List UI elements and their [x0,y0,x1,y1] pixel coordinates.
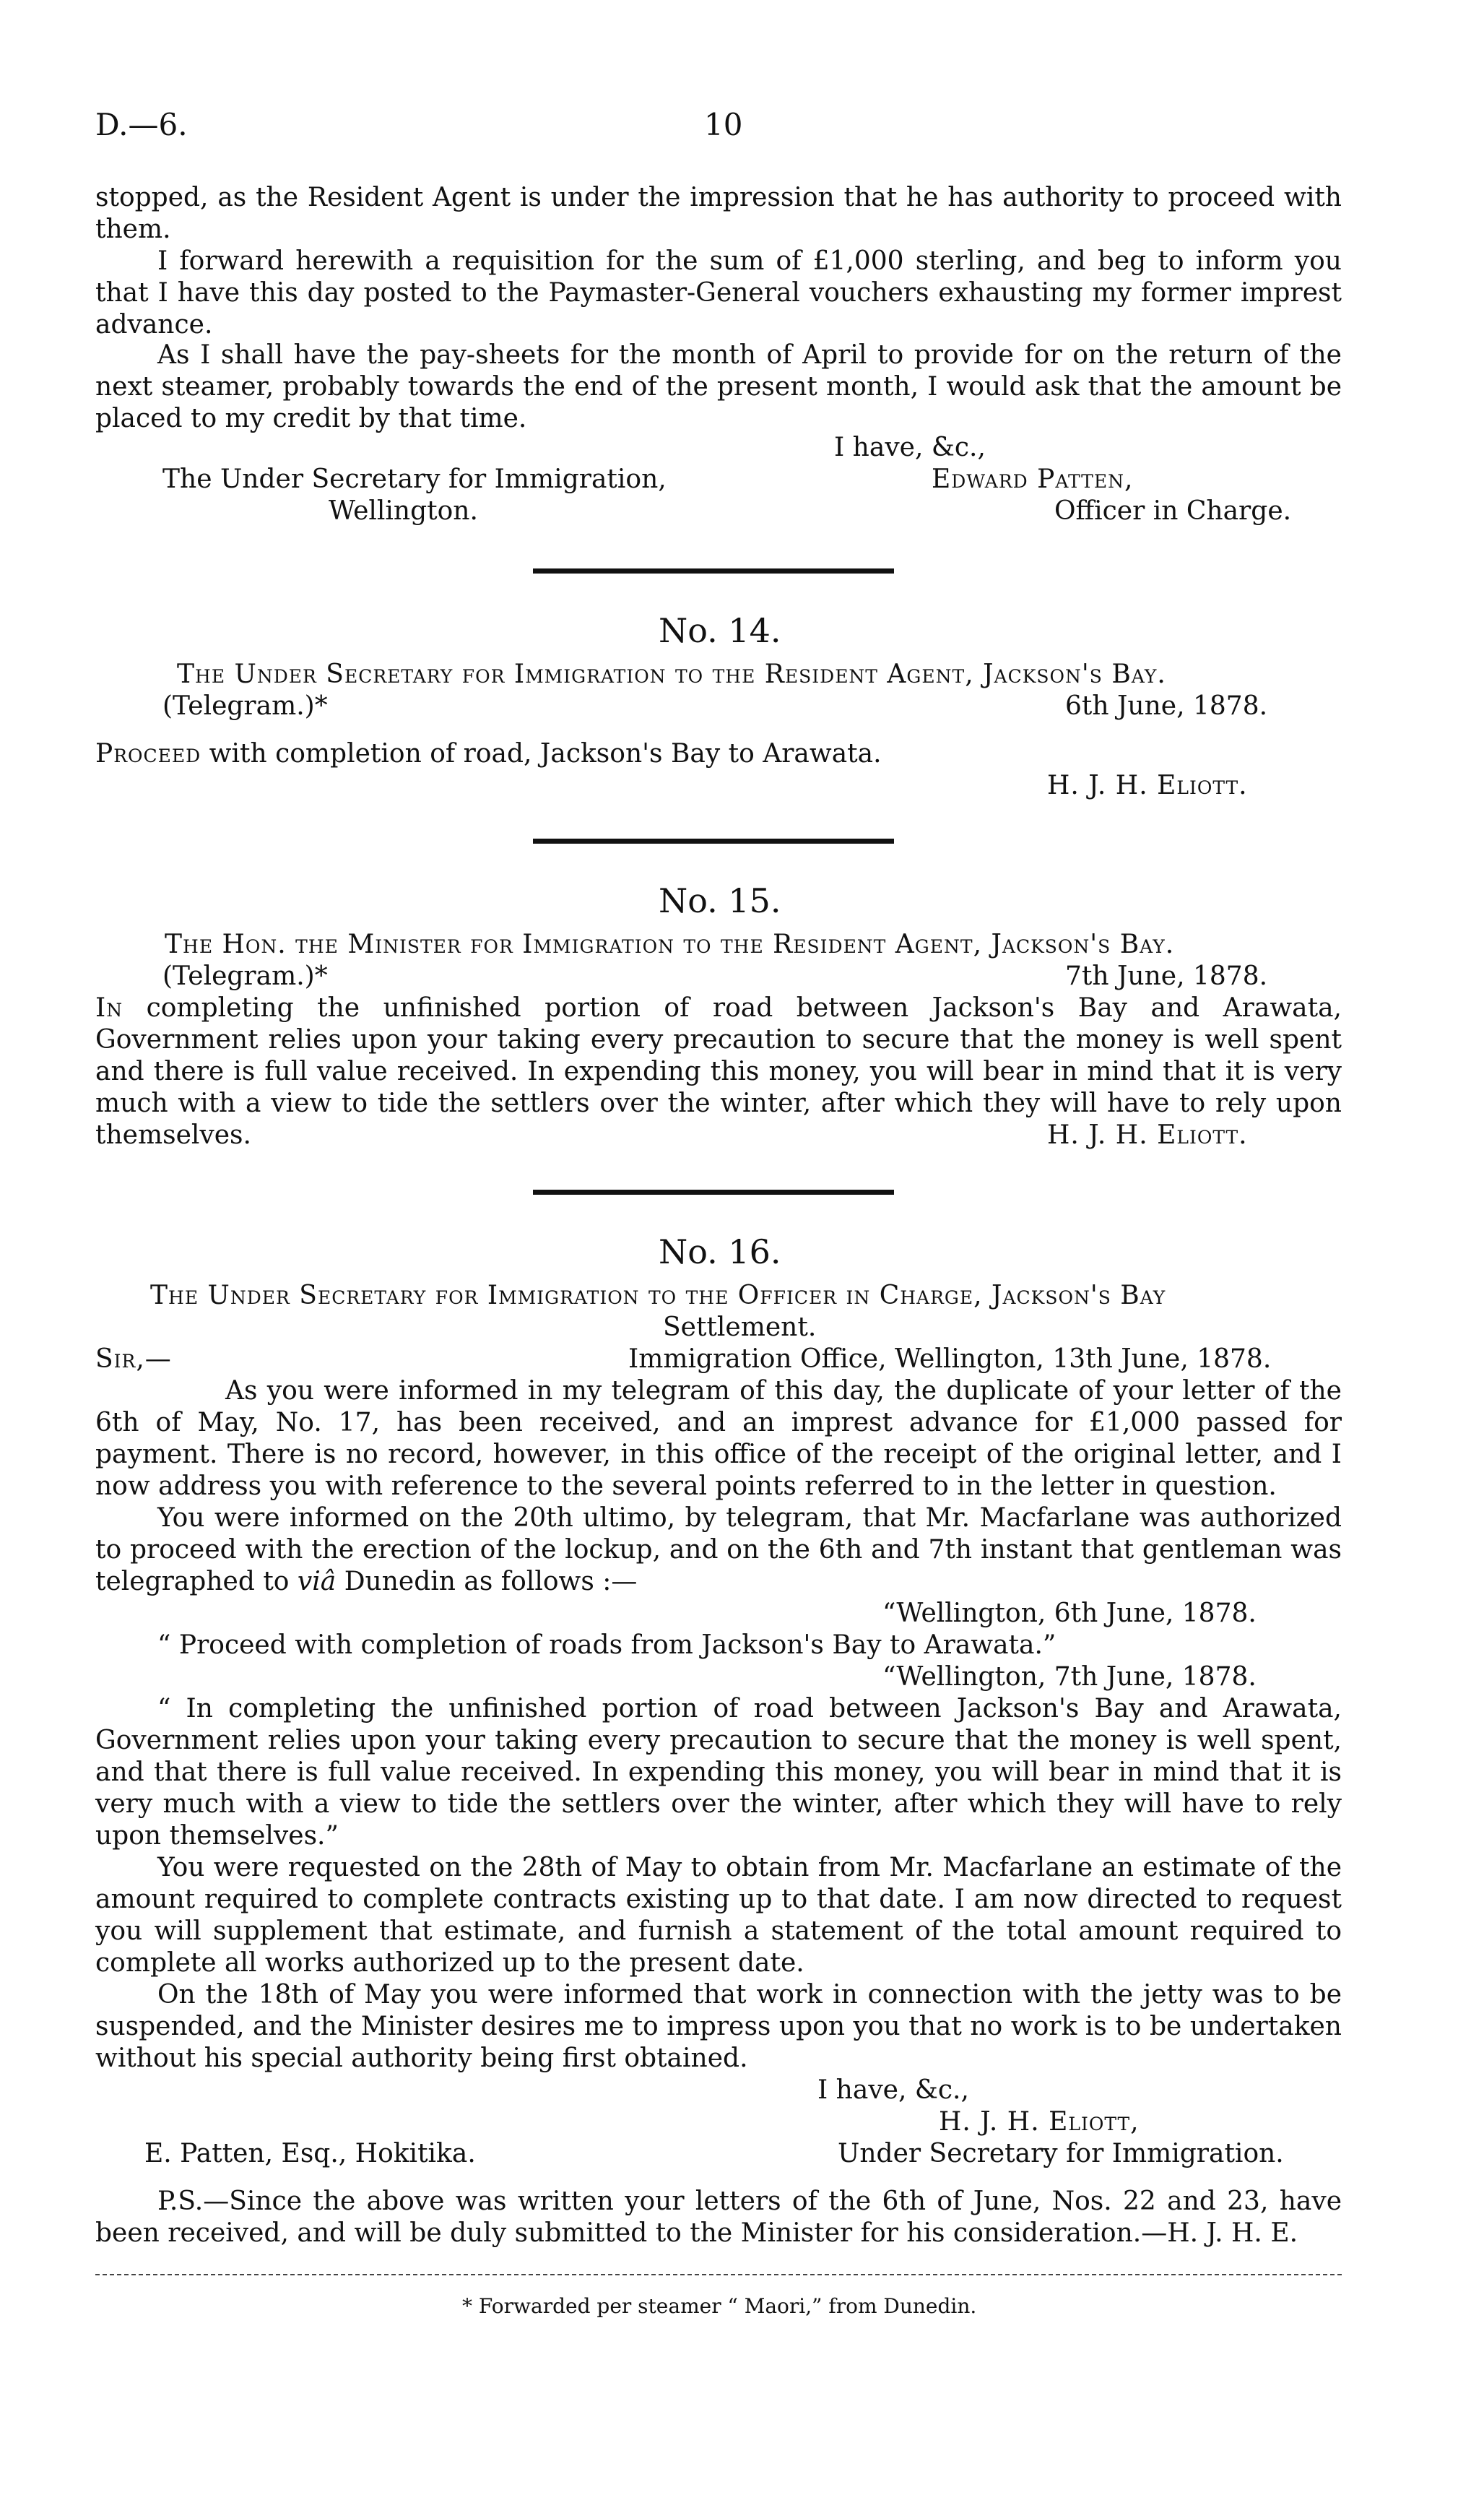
telegram-label: (Telegram.)* [162,961,328,991]
lead-word: Proceed [95,739,201,769]
section-divider [533,839,894,844]
paragraph: As I shall have the pay-sheets for the month of April to provide for on the return of the next steamer, probably towards the end of the present month, I would ask that the amount be placed to my credit by that time. [95,340,1342,433]
paragraph-text: with completion of road, Jackson's Bay to Arawata. [201,739,882,769]
quoted-telegram: “ In completing the unfinished portion of road between Jackson's Bay and Arawata, Government relies upon your taking every precaution to secure that the money is well spent, and that there is full value received. In expending this money, you will bear in mind that it is very much with a view to tide the settlers over the winter, after which they will have to rely upon themselves.” [95,1694,1342,1851]
paragraph: I forward herewith a requisition for the sum of £1,000 sterling, and beg to inform you that I have this day posted to the Paymaster-General vouchers exhausting my former imprest advance. [95,246,1342,339]
signature: H. J. H. Eliott. [1047,771,1248,800]
footnote: * Forwarded per steamer “ Maori,” from Dunedin. [462,2294,977,2318]
signature: H. J. H. Eliott. [1047,1120,1248,1150]
paragraph-text: Dunedin as follows :— [336,1567,638,1596]
paragraph: On the 18th of May you were informed that work in connection with the jetty was to be suspended, and the Minister desires me to impress upon you that no work is to be undertaken without his special authority being first obtained. [95,1980,1342,2073]
paragraph: You were requested on the 28th of May to obtain from Mr. Macfarlane an estimate of the amount required to complete contracts existing up to that date. I am now directed to request you will supplement that estimate, and furnish a statement of the total amount required to complete all works authorized up to the present date. [95,1853,1342,1978]
section-heading: The Under Secretary for Immigration to the Officer in Charge, Jackson's Bay [150,1281,1166,1310]
section-title: No. 16. [659,1232,781,1271]
closing: I have, &c., [834,433,986,462]
signature: H. J. H. Eliott, [939,2107,1140,2137]
addressee: The Under Secretary for Immigration, [162,464,667,494]
quoted-dateline: “Wellington, 6th June, 1878. [882,1599,1257,1628]
salutation: Sir,— [95,1344,172,1374]
section-divider [533,1190,894,1195]
page-number: 10 [704,107,743,142]
quoted-dateline: “Wellington, 7th June, 1878. [882,1662,1257,1692]
addressee-city: Wellington. [329,496,478,526]
section-heading: The Hon. the Minister for Immigration to the Resident Agent, Jackson's Bay. [165,930,1175,959]
section-heading: The Under Secretary for Immigration to the Resident Agent, Jackson's Bay. [177,659,1166,689]
paragraph: stopped, as the Resident Agent is under the impression that he has authority to proceed with them. [95,183,1342,244]
signature: Edward Patten, [932,464,1134,494]
paragraph-text: completing the unfinished portion of road between Jackson's Bay and Arawata, Government relies upon your taking every precaution to secure that the money is well spent and there is full value received. In expending this money, you will bear in mind that it is very much with a view to tide the settlers over the winter, after which they will have to rely upon themselves. [95,993,1342,1150]
dateline: Immigration Office, Wellington, 13th June, 1878. [628,1344,1272,1374]
paragraph-text: You were informed on the 20th ultimo, by telegram, that Mr. Macfarlane was authorized to proceed with the erection of the lockup, and on the 6th and 7th instant that gentleman was telegraphed to [95,1503,1342,1596]
signer-title: Under Secretary for Immigration. [838,2139,1284,2168]
section-title: No. 14. [659,611,781,650]
quoted-telegram: “ Proceed with completion of roads from Jackson's Bay to Arawata.” [157,1630,1056,1660]
italic-word: viâ [297,1567,337,1596]
lead-word: In [95,993,123,1023]
signer-title: Officer in Charge. [1054,496,1292,526]
telegram-label: (Telegram.)* [162,691,328,721]
footnote-divider [95,2274,1342,2275]
date: 6th June, 1878. [1065,691,1268,721]
section-title: No. 15. [659,881,781,920]
paragraph [95,738,882,770]
addressee: E. Patten, Esq., Hokitika. [144,2139,476,2168]
paragraph [95,1502,1342,1598]
section-heading-cont: Settlement. [663,1312,817,1342]
date: 7th June, 1878. [1065,961,1268,991]
postscript: P.S.—Since the above was written your letters of the 6th of June, Nos. 22 and 23, have been received, and will be duly submitted to the Minister for his consideration.—H. J. H. E. [95,2187,1342,2248]
section-divider [533,568,894,574]
document-reference: D.—6. [95,107,188,142]
closing: I have, &c., [817,2075,969,2105]
paragraph: As you were informed in my telegram of this day, the duplicate of your letter of the 6th of May, No. 17, has been received, and an imprest advance for £1,000 passed for payment. There is no record, however, in this office of the receipt of the original letter, and I now address you with reference to the several points referred to in the letter in question. [95,1376,1342,1501]
